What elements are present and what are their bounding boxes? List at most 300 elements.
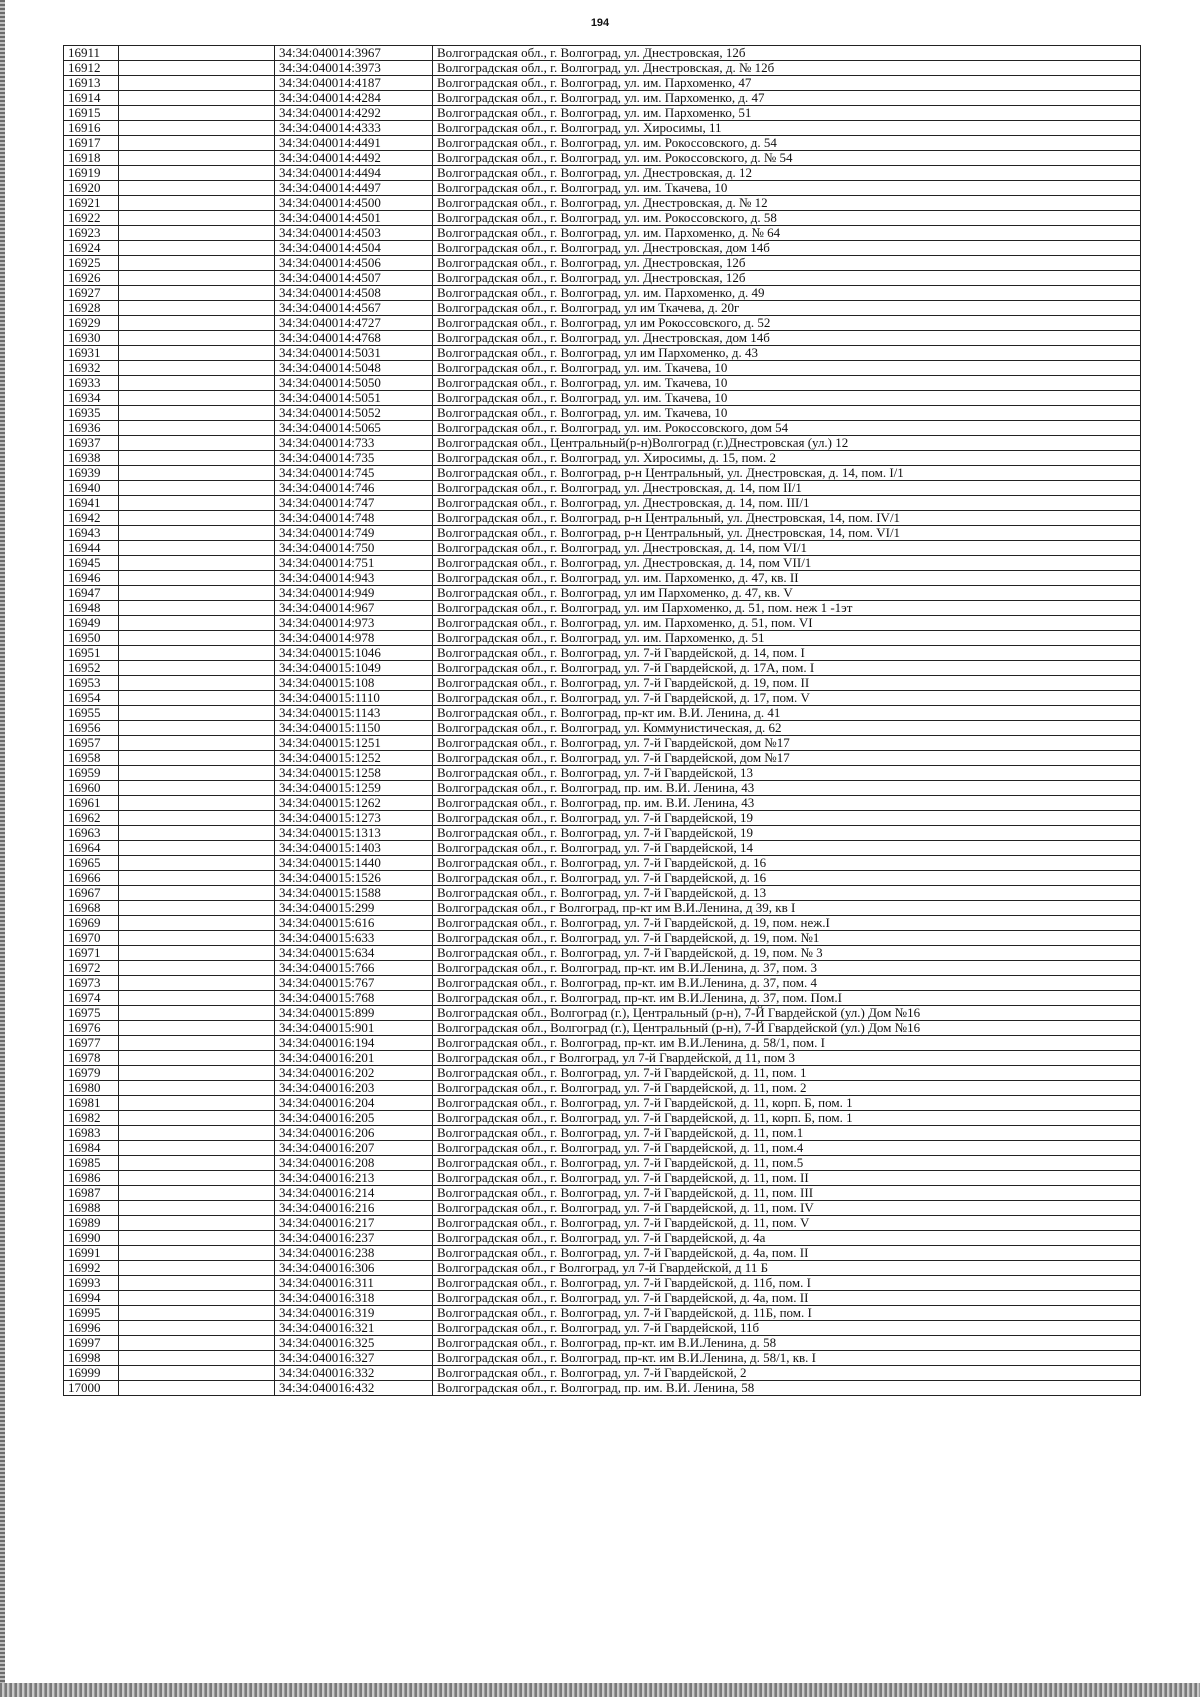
row-number: 16934: [64, 391, 119, 406]
address: Волгоградская обл., г. Волгоград, ул. 7-й Гвардейской, д. 11б, пом. I: [433, 1276, 1141, 1291]
cadastral-number: 34:34:040016:327: [275, 1351, 433, 1366]
table-row: [64, 286, 1141, 301]
table-row: [64, 1246, 1141, 1261]
row-number: 16932: [64, 361, 119, 376]
cadastral-number: 34:34:040016:332: [275, 1366, 433, 1381]
blank-cell: [119, 1201, 275, 1216]
address: Волгоградская обл., г Волгоград, пр-кт им В.И.Ленина, д 39, кв I: [433, 901, 1141, 916]
address: Волгоградская обл., г. Волгоград, ул. им. Рокоссовского, д. 58: [433, 211, 1141, 226]
cadastral-number: 34:34:040016:204: [275, 1096, 433, 1111]
table-row: [64, 376, 1141, 391]
table-row: [64, 136, 1141, 151]
table-row: [64, 46, 1141, 61]
row-number: 16949: [64, 616, 119, 631]
address: Волгоградская обл., г. Волгоград, пр. им. В.И. Ленина, 43: [433, 781, 1141, 796]
blank-cell: [119, 661, 275, 676]
cadastral-number: 34:34:040014:4492: [275, 151, 433, 166]
table-row: [64, 346, 1141, 361]
row-number: 16978: [64, 1051, 119, 1066]
row-number: 16954: [64, 691, 119, 706]
cadastral-number: 34:34:040015:1588: [275, 886, 433, 901]
table-row: [64, 1231, 1141, 1246]
blank-cell: [119, 571, 275, 586]
cadastral-number: 34:34:040016:321: [275, 1321, 433, 1336]
cadastral-number: 34:34:040014:4508: [275, 286, 433, 301]
blank-cell: [119, 46, 275, 61]
address: Волгоградская обл., г. Волгоград, ул. 7-й Гвардейской, 11б: [433, 1321, 1141, 1336]
row-number: 16964: [64, 841, 119, 856]
table-row: [64, 166, 1141, 181]
table-row: [64, 226, 1141, 241]
table-row: [64, 1081, 1141, 1096]
table-row: [64, 241, 1141, 256]
blank-cell: [119, 631, 275, 646]
table-row: [64, 1291, 1141, 1306]
table-row: [64, 721, 1141, 736]
row-number: 16953: [64, 676, 119, 691]
table-row: [64, 1141, 1141, 1156]
cadastral-number: 34:34:040014:4491: [275, 136, 433, 151]
blank-cell: [119, 1186, 275, 1201]
row-number: 16993: [64, 1276, 119, 1291]
register-body: [64, 46, 1141, 1396]
table-row: [64, 766, 1141, 781]
address: Волгоградская обл., г. Волгоград, ул. 7-й Гвардейской, 19: [433, 811, 1141, 826]
row-number: 16930: [64, 331, 119, 346]
blank-cell: [119, 376, 275, 391]
cadastral-number: 34:34:040014:4506: [275, 256, 433, 271]
table-row: [64, 1306, 1141, 1321]
table-row: [64, 946, 1141, 961]
address: Волгоградская обл., г. Волгоград, ул. им. Пархоменко, д. 51: [433, 631, 1141, 646]
blank-cell: [119, 1321, 275, 1336]
row-number: 16955: [64, 706, 119, 721]
address: Волгоградская обл., г. Волгоград, ул им Ткачева, д. 20г: [433, 301, 1141, 316]
table-row: [64, 1351, 1141, 1366]
table-row: [64, 871, 1141, 886]
blank-cell: [119, 1366, 275, 1381]
cadastral-number: 34:34:040014:5065: [275, 421, 433, 436]
table-row: [64, 1156, 1141, 1171]
address: Волгоградская обл., г. Волгоград, ул. 7-й Гвардейской, д. 17А, пом. I: [433, 661, 1141, 676]
row-number: 16986: [64, 1171, 119, 1186]
row-number: 16970: [64, 931, 119, 946]
cadastral-number: 34:34:040014:4507: [275, 271, 433, 286]
address: Волгоградская обл., г. Волгоград, ул. им Пархоменко, д. 51, пом. неж 1 -1эт: [433, 601, 1141, 616]
row-number: 16961: [64, 796, 119, 811]
table-row: [64, 826, 1141, 841]
table-row: [64, 1171, 1141, 1186]
table-row: [64, 586, 1141, 601]
address: Волгоградская обл., г. Волгоград, ул. 7-й Гвардейской, д. 14, пом. I: [433, 646, 1141, 661]
row-number: 16958: [64, 751, 119, 766]
cadastral-number: 34:34:040016:201: [275, 1051, 433, 1066]
address: Волгоградская обл., г. Волгоград, пр-кт им. В.И. Ленина, д. 41: [433, 706, 1141, 721]
address: Волгоградская обл., г. Волгоград, ул. 7-й Гвардейской, д. 11, корп. Б, пом. 1: [433, 1096, 1141, 1111]
blank-cell: [119, 511, 275, 526]
row-number: 16960: [64, 781, 119, 796]
row-number: 16974: [64, 991, 119, 1006]
cadastral-number: 34:34:040016:213: [275, 1171, 433, 1186]
blank-cell: [119, 1126, 275, 1141]
table-row: [64, 151, 1141, 166]
table-row: [64, 1096, 1141, 1111]
table-row: [64, 466, 1141, 481]
cadastral-number: 34:34:040015:1313: [275, 826, 433, 841]
cadastral-number: 34:34:040015:299: [275, 901, 433, 916]
row-number: 16973: [64, 976, 119, 991]
row-number: 16971: [64, 946, 119, 961]
cadastral-number: 34:34:040014:4768: [275, 331, 433, 346]
address: Волгоградская обл., г. Волгоград, ул. Днестровская, 12б: [433, 271, 1141, 286]
address: Волгоградская обл., г. Волгоград, ул. Днестровская, 12б: [433, 46, 1141, 61]
table-row: [64, 451, 1141, 466]
row-number: 16959: [64, 766, 119, 781]
address: Волгоградская обл., г. Волгоград, ул. 7-й Гвардейской, 2: [433, 1366, 1141, 1381]
address: Волгоградская обл., г. Волгоград, ул. им. Ткачева, 10: [433, 406, 1141, 421]
blank-cell: [119, 736, 275, 751]
blank-cell: [119, 1096, 275, 1111]
table-row: [64, 1051, 1141, 1066]
blank-cell: [119, 796, 275, 811]
row-number: 16990: [64, 1231, 119, 1246]
row-number: 16922: [64, 211, 119, 226]
blank-cell: [119, 556, 275, 571]
table-row: [64, 556, 1141, 571]
table-row: [64, 736, 1141, 751]
blank-cell: [119, 1051, 275, 1066]
cadastral-number: 34:34:040014:4284: [275, 91, 433, 106]
cadastral-number: 34:34:040014:3973: [275, 61, 433, 76]
address: Волгоградская обл., г. Волгоград, ул. 7-й Гвардейской, д. 11, пом.5: [433, 1156, 1141, 1171]
blank-cell: [119, 721, 275, 736]
blank-cell: [119, 466, 275, 481]
row-number: 16966: [64, 871, 119, 886]
address: Волгоградская обл., г. Волгоград, пр-кт. им В.И.Ленина, д. 37, пом. 4: [433, 976, 1141, 991]
table-row: [64, 271, 1141, 286]
row-number: 16985: [64, 1156, 119, 1171]
address: Волгоградская обл., г. Волгоград, ул. 7-й Гвардейской, д. 4а, пом. II: [433, 1291, 1141, 1306]
address: Волгоградская обл., г. Волгоград, р-н Центральный, ул. Днестровская, 14, пом. VI/1: [433, 526, 1141, 541]
row-number: 16937: [64, 436, 119, 451]
row-number: 16977: [64, 1036, 119, 1051]
row-number: 16984: [64, 1141, 119, 1156]
address: Волгоградская обл., г. Волгоград, ул. 7-й Гвардейской, д. 11, пом.1: [433, 1126, 1141, 1141]
cadastral-number: 34:34:040014:5031: [275, 346, 433, 361]
blank-cell: [119, 1111, 275, 1126]
table-row: [64, 571, 1141, 586]
table-row: [64, 391, 1141, 406]
blank-cell: [119, 1381, 275, 1396]
blank-cell: [119, 1276, 275, 1291]
row-number: 16968: [64, 901, 119, 916]
address: Волгоградская обл., г Волгоград, ул 7-й Гвардейской, д 11, пом 3: [433, 1051, 1141, 1066]
row-number: 16921: [64, 196, 119, 211]
table-row: [64, 436, 1141, 451]
address: Волгоградская обл., г. Волгоград, р-н Центральный, ул. Днестровская, 14, пом. IV/1: [433, 511, 1141, 526]
row-number: 16963: [64, 826, 119, 841]
row-number: 16967: [64, 886, 119, 901]
cadastral-number: 34:34:040014:4500: [275, 196, 433, 211]
table-row: [64, 1111, 1141, 1126]
table-row: [64, 121, 1141, 136]
table-row: [64, 1186, 1141, 1201]
address: Волгоградская обл., г. Волгоград, ул. им. Пархоменко, д. 49: [433, 286, 1141, 301]
row-number: 16939: [64, 466, 119, 481]
row-number: 16948: [64, 601, 119, 616]
row-number: 16946: [64, 571, 119, 586]
blank-cell: [119, 1171, 275, 1186]
blank-cell: [119, 766, 275, 781]
row-number: 16912: [64, 61, 119, 76]
cadastral-number: 34:34:040016:238: [275, 1246, 433, 1261]
row-number: 16941: [64, 496, 119, 511]
cadastral-number: 34:34:040014:4292: [275, 106, 433, 121]
cadastral-number: 34:34:040014:978: [275, 631, 433, 646]
row-number: 16928: [64, 301, 119, 316]
row-number: 16969: [64, 916, 119, 931]
cadastral-number: 34:34:040016:325: [275, 1336, 433, 1351]
blank-cell: [119, 601, 275, 616]
address: Волгоградская обл., г. Волгоград, ул. 7-й Гвардейской, д. 11, пом. 2: [433, 1081, 1141, 1096]
table-row: [64, 541, 1141, 556]
row-number: 16976: [64, 1021, 119, 1036]
table-row: [64, 1276, 1141, 1291]
cadastral-number: 34:34:040015:1403: [275, 841, 433, 856]
table-row: [64, 316, 1141, 331]
address: Волгоградская обл., г. Волгоград, ул. им. Пархоменко, 51: [433, 106, 1141, 121]
blank-cell: [119, 286, 275, 301]
address: Волгоградская обл., г. Волгоград, р-н Центральный, ул. Днестровская, д. 14, пом. I/1: [433, 466, 1141, 481]
cadastral-number: 34:34:040014:735: [275, 451, 433, 466]
address: Волгоградская обл., г. Волгоград, ул. 7-й Гвардейской, 19: [433, 826, 1141, 841]
row-number: 16951: [64, 646, 119, 661]
blank-cell: [119, 916, 275, 931]
row-number: 16923: [64, 226, 119, 241]
scan-edge-left: [0, 0, 5, 1697]
table-row: [64, 1201, 1141, 1216]
cadastral-number: 34:34:040014:5052: [275, 406, 433, 421]
blank-cell: [119, 1336, 275, 1351]
blank-cell: [119, 1006, 275, 1021]
address: Волгоградская обл., г Волгоград, ул 7-й Гвардейской, д 11 Б: [433, 1261, 1141, 1276]
row-number: 16950: [64, 631, 119, 646]
cadastral-number: 34:34:040014:4504: [275, 241, 433, 256]
cadastral-number: 34:34:040015:108: [275, 676, 433, 691]
cadastral-number: 34:34:040014:748: [275, 511, 433, 526]
address: Волгоградская обл., г. Волгоград, ул. Коммунистическая, д. 62: [433, 721, 1141, 736]
address: Волгоградская обл., г. Волгоград, ул. 7-й Гвардейской, д. 4а, пом. II: [433, 1246, 1141, 1261]
row-number: 16918: [64, 151, 119, 166]
blank-cell: [119, 241, 275, 256]
cadastral-number: 34:34:040016:237: [275, 1231, 433, 1246]
table-row: [64, 1066, 1141, 1081]
table-row: [64, 886, 1141, 901]
cadastral-number: 34:34:040016:206: [275, 1126, 433, 1141]
row-number: 16942: [64, 511, 119, 526]
row-number: 16997: [64, 1336, 119, 1351]
blank-cell: [119, 1351, 275, 1366]
row-number: 16947: [64, 586, 119, 601]
row-number: 16996: [64, 1321, 119, 1336]
address: Волгоградская обл., г. Волгоград, ул. им. Ткачева, 10: [433, 181, 1141, 196]
cadastral-number: 34:34:040015:1049: [275, 661, 433, 676]
blank-cell: [119, 781, 275, 796]
row-number: 16991: [64, 1246, 119, 1261]
address: Волгоградская обл., г. Волгоград, ул. им. Пархоменко, д. 51, пом. VI: [433, 616, 1141, 631]
address: Волгоградская обл., г. Волгоград, ул. им. Пархоменко, 47: [433, 76, 1141, 91]
row-number: 16989: [64, 1216, 119, 1231]
address: Волгоградская обл., г. Волгоград, пр-кт. им В.И.Ленина, д. 58: [433, 1336, 1141, 1351]
table-row: [64, 1321, 1141, 1336]
table-row: [64, 601, 1141, 616]
blank-cell: [119, 946, 275, 961]
cadastral-number: 34:34:040016:319: [275, 1306, 433, 1321]
blank-cell: [119, 1216, 275, 1231]
address: Волгоградская обл., г. Волгоград, ул. Днестровская, д. 12: [433, 166, 1141, 181]
address: Волгоградская обл., Волгоград (г.), Центральный (р-н), 7-Й Гвардейской (ул.) Дом №16: [433, 1006, 1141, 1021]
table-row: [64, 331, 1141, 346]
blank-cell: [119, 211, 275, 226]
row-number: 16929: [64, 316, 119, 331]
row-number: 16945: [64, 556, 119, 571]
address: Волгоградская обл., г. Волгоград, ул. 7-й Гвардейской, дом №17: [433, 736, 1141, 751]
row-number: 16982: [64, 1111, 119, 1126]
row-number: 16994: [64, 1291, 119, 1306]
address: Волгоградская обл., г. Волгоград, пр-кт. им В.И.Ленина, д. 58/1, кв. I: [433, 1351, 1141, 1366]
address: Волгоградская обл., г. Волгоград, ул. Хиросимы, 11: [433, 121, 1141, 136]
table-row: [64, 961, 1141, 976]
table-row: [64, 526, 1141, 541]
table-row: [64, 1036, 1141, 1051]
blank-cell: [119, 991, 275, 1006]
row-number: 16926: [64, 271, 119, 286]
address: Волгоградская обл., г. Волгоград, ул им Пархоменко, д. 43: [433, 346, 1141, 361]
blank-cell: [119, 151, 275, 166]
address: Волгоградская обл., г. Волгоград, ул. Днестровская, дом 14б: [433, 241, 1141, 256]
row-number: 16933: [64, 376, 119, 391]
blank-cell: [119, 361, 275, 376]
table-row: [64, 631, 1141, 646]
table-row: [64, 181, 1141, 196]
cadastral-number: 34:34:040015:633: [275, 931, 433, 946]
blank-cell: [119, 841, 275, 856]
row-number: 16940: [64, 481, 119, 496]
blank-cell: [119, 1021, 275, 1036]
cadastral-number: 34:34:040014:5050: [275, 376, 433, 391]
cadastral-number: 34:34:040015:1046: [275, 646, 433, 661]
row-number: 16914: [64, 91, 119, 106]
cadastral-number: 34:34:040015:901: [275, 1021, 433, 1036]
cadastral-number: 34:34:040014:747: [275, 496, 433, 511]
cadastral-number: 34:34:040014:4503: [275, 226, 433, 241]
cadastral-number: 34:34:040016:432: [275, 1381, 433, 1396]
row-number: 16995: [64, 1306, 119, 1321]
cadastral-number: 34:34:040014:4494: [275, 166, 433, 181]
blank-cell: [119, 541, 275, 556]
blank-cell: [119, 316, 275, 331]
blank-cell: [119, 196, 275, 211]
row-number: 16917: [64, 136, 119, 151]
row-number: 16952: [64, 661, 119, 676]
page-number: 194: [590, 17, 610, 29]
address: Волгоградская обл., г. Волгоград, ул. им. Рокоссовского, д. 54: [433, 136, 1141, 151]
table-row: [64, 691, 1141, 706]
row-number: 16983: [64, 1126, 119, 1141]
row-number: 16938: [64, 451, 119, 466]
cadastral-number: 34:34:040014:949: [275, 586, 433, 601]
table-row: [64, 496, 1141, 511]
row-number: 16915: [64, 106, 119, 121]
table-row: [64, 706, 1141, 721]
blank-cell: [119, 256, 275, 271]
blank-cell: [119, 1231, 275, 1246]
cadastral-number: 34:34:040015:766: [275, 961, 433, 976]
blank-cell: [119, 886, 275, 901]
table-row: [64, 406, 1141, 421]
row-number: 16988: [64, 1201, 119, 1216]
blank-cell: [119, 61, 275, 76]
register-table: [63, 45, 1141, 1396]
cadastral-number: 34:34:040014:745: [275, 466, 433, 481]
blank-cell: [119, 481, 275, 496]
blank-cell: [119, 1081, 275, 1096]
cadastral-number: 34:34:040014:750: [275, 541, 433, 556]
blank-cell: [119, 1036, 275, 1051]
address: Волгоградская обл., г. Волгоград, ул. им. Пархоменко, д. 47: [433, 91, 1141, 106]
address: Волгоградская обл., г. Волгоград, ул. Днестровская, д. 14, пом. III/1: [433, 496, 1141, 511]
cadastral-number: 34:34:040015:616: [275, 916, 433, 931]
row-number: 16998: [64, 1351, 119, 1366]
address: Волгоградская обл., г. Волгоград, ул. Днестровская, д. 14, пом VII/1: [433, 556, 1141, 571]
address: Волгоградская обл., г. Волгоград, пр. им. В.И. Ленина, 58: [433, 1381, 1141, 1396]
address: Волгоградская обл., г. Волгоград, ул. им. Рокоссовского, д. № 54: [433, 151, 1141, 166]
cadastral-number: 34:34:040014:4333: [275, 121, 433, 136]
cadastral-number: 34:34:040014:5051: [275, 391, 433, 406]
table-row: [64, 991, 1141, 1006]
blank-cell: [119, 676, 275, 691]
cadastral-number: 34:34:040016:311: [275, 1276, 433, 1291]
blank-cell: [119, 616, 275, 631]
table-row: [64, 646, 1141, 661]
address: Волгоградская обл., г. Волгоград, ул. им. Ткачева, 10: [433, 376, 1141, 391]
address: Волгоградская обл., г. Волгоград, ул. Днестровская, 12б: [433, 256, 1141, 271]
cadastral-number: 34:34:040014:973: [275, 616, 433, 631]
row-number: 16972: [64, 961, 119, 976]
address: Волгоградская обл., г. Волгоград, ул. им. Ткачева, 10: [433, 391, 1141, 406]
row-number: 16913: [64, 76, 119, 91]
address: Волгоградская обл., г. Волгоград, ул им Пархоменко, д. 47, кв. V: [433, 586, 1141, 601]
blank-cell: [119, 586, 275, 601]
blank-cell: [119, 166, 275, 181]
blank-cell: [119, 106, 275, 121]
address: Волгоградская обл., г. Волгоград, ул. 7-й Гвардейской, д. 11, пом. II: [433, 1171, 1141, 1186]
row-number: 16975: [64, 1006, 119, 1021]
table-row: [64, 361, 1141, 376]
cadastral-number: 34:34:040014:4567: [275, 301, 433, 316]
cadastral-number: 34:34:040015:1251: [275, 736, 433, 751]
blank-cell: [119, 436, 275, 451]
blank-cell: [119, 871, 275, 886]
address: Волгоградская обл., г. Волгоград, пр-кт. им В.И.Ленина, д. 37, пом. 3: [433, 961, 1141, 976]
cadastral-number: 34:34:040016:216: [275, 1201, 433, 1216]
cadastral-number: 34:34:040014:733: [275, 436, 433, 451]
address: Волгоградская обл., г. Волгоград, ул. 7-й Гвардейской, д. 17, пом. V: [433, 691, 1141, 706]
cadastral-number: 34:34:040016:318: [275, 1291, 433, 1306]
cadastral-number: 34:34:040015:1258: [275, 766, 433, 781]
blank-cell: [119, 751, 275, 766]
cadastral-number: 34:34:040014:943: [275, 571, 433, 586]
